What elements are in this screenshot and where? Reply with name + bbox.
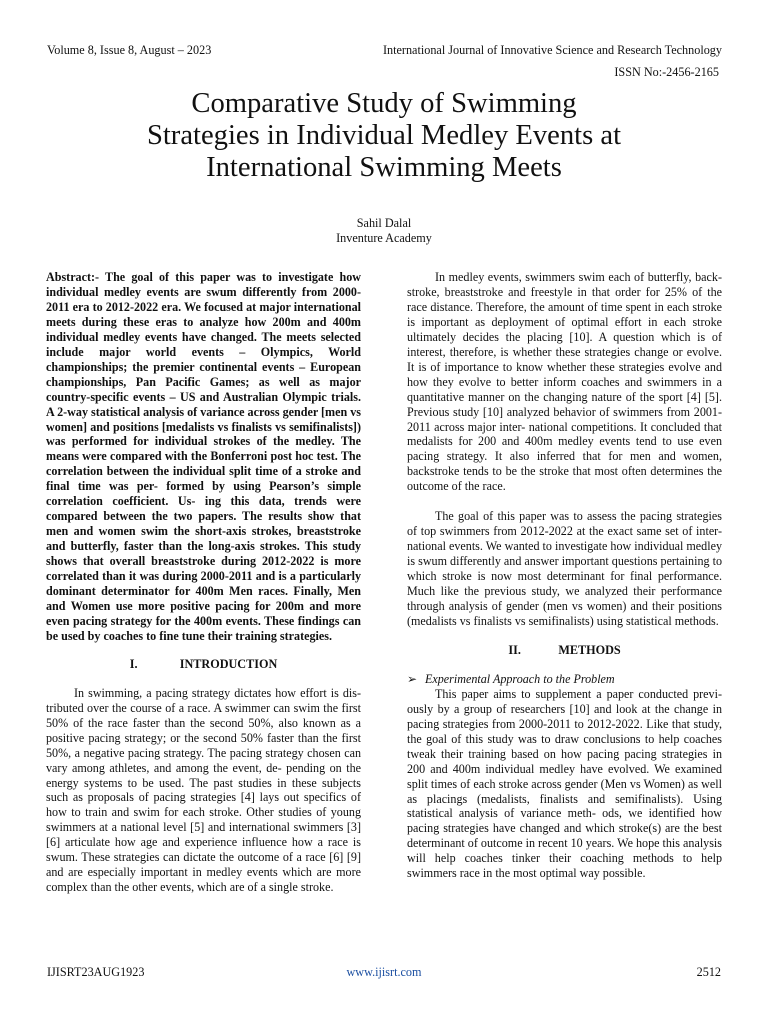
methods-paragraph: This paper aims to supplement a paper conducted previ- ously by a group of researchers [10] and look at the change in pacing strategies from 2000-2011 to 2012-2022. Like that study, the goal of this study was to draw conclusions to help coaches tweak their training based on how pacing pacing strategies in 200 and 400m individual medley have evolved. We examined split times of each stroke across gender (Men vs Women) as well as placings (medalists, finalists and semifinalists). Using statistical analysis of variance meth- ods, we identified how pacing strategies have changed and which stroke(s) are the best determinant of outcome in recent 10 years. We hope this analysis will help coaches tinker their coaching methods to help swimmers race in the most optimal way possible. [407, 686, 722, 881]
title-line-1: Comparative Study of Swimming [191, 88, 577, 119]
abstract: Abstract:- The goal of this paper was to investigate how individual medley events are swum differently from 2000-2011 era to 2012-2022 era. We focused at major international meets during these eras to analyze how 200m and 400m individual medley events have changed. The meets selected include major world events – Olympics, World championships; the premier continental events – European championships, Pan Pacific Games; as well as major country-specific events – US and Australian Olympic trials. A 2-way statistical analysis of variance across gender [men vs women] and positions [medalists vs finalists vs semifinalists]) was performed for individual strokes of the medley. The means were compared with the Bonferroni post hoc test. The correlation between the individual split time of a stroke and final time was per- formed by using Pearson’s simple correlation coefficient. Us- ing this data, trends were compared between the two papers. The results show that men and women swim the short-axis strokes, breaststroke and butterfly, faster than the long-axis strokes. This study shows that overall breaststroke during 2012-2022 is more correlated than it was during 2000-2011 and is a particularly dominant determinator for 400m Men races. Finally, Men and Women use more positive pacing for 200m and more even pacing strategy for the 400m events. These findings can be used by coaches to fine tune their training strategies. [46, 270, 361, 643]
footer-website-link[interactable]: www.ijisrt.com [346, 965, 422, 979]
header-issn: ISSN No:-2456-2165 [614, 65, 719, 79]
header-volume: Volume 8, Issue 8, August – 2023 [47, 43, 212, 57]
right-column [407, 270, 722, 881]
title-line-3: International Swimming Meets [206, 152, 562, 183]
footer-paper-id: IJISRT23AUG1923 [47, 965, 145, 979]
arrow-bullet-icon: ➢ [407, 671, 418, 686]
subheading-text: Experimental Approach to the Problem [425, 671, 615, 686]
author-name: Sahil Dalal [356, 216, 412, 230]
paper-title [60, 88, 708, 184]
section-heading-introduction [46, 657, 361, 672]
section-title: INTRODUCTION [179, 656, 278, 671]
section-number: I. [129, 656, 138, 671]
author-affiliation: Inventure Academy [336, 231, 432, 245]
left-column [46, 270, 361, 895]
footer-page-number: 2512 [696, 965, 721, 979]
title-line-2: Strategies in Individual Medley Events at [146, 120, 622, 151]
author-block [0, 216, 768, 246]
subheading-experimental-approach [407, 672, 722, 687]
paragraph-goal: The goal of this paper was to assess the pacing strategies of top swimmers from 2012-2022 at the exact same set of inter- national events. We wanted to investigate how individual medley is swum differently and answer important questions pertaining to which stroke is now most determinant for final performance. Much like the previous study, we analyzed their performance through analysis of gender (men vs women) and their positions (medalists vs finalists vs semifinalists) using statistical methods. [407, 509, 722, 628]
section-heading-methods [407, 643, 722, 658]
section-title: METHODS [558, 642, 621, 657]
section-number: II. [508, 642, 521, 657]
header-journal: International Journal of Innovative Science and Research Technology [382, 43, 722, 57]
paragraph-medley-events: In medley events, swimmers swim each of butterfly, back- stroke, breaststroke and freestyle in that order for 25% of the race distance. Therefore, the amount of time spent in each stroke is important as deployment of optimal effort in each stroke ultimately decides the placing [10]. A question which is of interest, therefore, is whether these strategies change or evolve. It is of importance to know whether these strategies evolve and how they evolve to better inform coaches and swimmers in a quantitative manner on the changing nature of the sport [4] [5]. Previous study [10] analyzed behavior of swimmers from 2001-2011 across major inter- national competitions. It concluded that medalists for 200 and 400m medley events tend to use even pacing strategy. It also inferred that for men and women, backstroke tends to be the stroke that most often determines the outcome of the race. [407, 270, 722, 494]
introduction-paragraph: In swimming, a pacing strategy dictates how effort is dis- tributed over the course of a race. A swimmer can swim the first 50% of the race faster than the second 50%, also known as a positive pacing strategy; or the second 50% faster than the first 50%, a negative pacing strategy. The pacing strategy chosen can vary among athletes, and among the event, de- pending on the energy systems to be used. The past studies in these subjects such as proposals of pacing strategies [4] lays out specifics of how to train and swim for each stroke. Other studies of young swimmers at a national level [5] and international swimmers [3] [6] articulate how age and experience influence how a race is swum. These strategies can dictate the outcome of a race [6] [9] and are especially important in medley events which are more complex than the other events, which are of a single stroke. [46, 685, 361, 895]
